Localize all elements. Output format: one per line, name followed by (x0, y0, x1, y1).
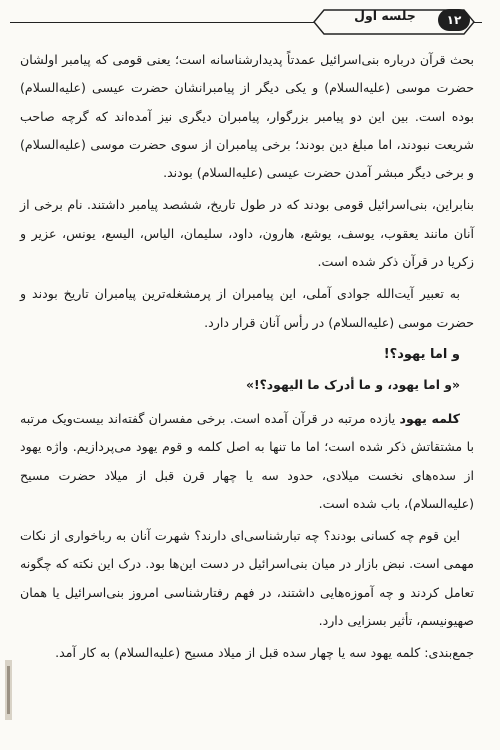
page-content (20, 46, 474, 672)
paragraph-5: این قوم چه کسانی بودند؟ چه تبارشناسی‌ای دارند؟ شهرت آنان به رباخواری از نکات مهمی است. نبض بازار در میان بنی‌اسرائیل در دست این‌ها بود. درک این نکته که چگونه تعامل کردند و چه آموزه‌هایی داشتند، در فهم رفتارشناسی امروز بنی‌اسرائیل یا همان صهیونیسم، تأثیر بسزایی دارد. (20, 528, 474, 629)
paragraph-2: بنابراین، بنی‌اسرائیل قومی بودند که در طول تاریخ، ششصد پیامبر داشتند. نام برخی از آنان مانند یعقوب، یوسف، یوشع، هارون، داود، سلیمان، الیاس، الیسع، یونس، عزیر و زکریا در قرآن ذکر شده است. (20, 197, 474, 270)
paragraph-4-bold: کلمه یهود (399, 410, 460, 426)
section-heading: و اما یهود؟! (383, 346, 460, 362)
page-number: ۱۲ (446, 13, 462, 27)
chapter-title: جلسه اول (354, 8, 416, 23)
paragraph-3: به تعبیر آیت‌الله جوادی آملی، این پیامبران از پرمشغله‌ترین پیامبران تاریخ بودند و حضرت موسی (علیه‌السلام) در رأس آنان قرار دارد. (20, 286, 474, 330)
paragraph-6: جمع‌بندی: کلمه یهود سه یا چهار سده قبل از میلاد مسیح (علیه‌السلام) به کار آمد. (55, 645, 474, 661)
paragraph-4-text: یازده مرتبه در قرآن آمده است. برخی مفسران گفته‌اند بیست‌ویک مرتبه با مشتقاتش ذکر شده است؛ اما ما تنها به اصل کلمه و قوم یهود می‌پردازیم. واژه یهود از سده‌های نخست میلادی، حدود سه یا چهار قرن قبل از میلاد حضرت مسیح (علیه‌السلام)، باب شده است. (20, 410, 474, 511)
paragraph-4 (20, 405, 474, 518)
paragraph-1: بحث قرآن درباره بنی‌اسرائیل عمدتاً پدیدارشناسانه است؛ یعنی قومی که پیامبر اولشان حضرت موسی (علیه‌السلام) و یکی دیگر از پیامبرانشان حضرت عیسی (علیه‌السلام) بوده است. بین این دو پیامبر بزرگوار، پیامبران دیگری نیز آمده‌اند که گرچه صاحب شریعت نبودند، اما مبلغ دین بودند؛ برخی پیامبران از سوی حضرت موسی (علیه‌السلام) و برخی دیگر مبشر آمدن حضرت عیسی (علیه‌السلام) بودند. (20, 52, 474, 181)
spine-mark (4, 660, 14, 720)
quote-line: «و اما یهود، و ما أدرک ما الیهود؟!» (245, 376, 460, 392)
